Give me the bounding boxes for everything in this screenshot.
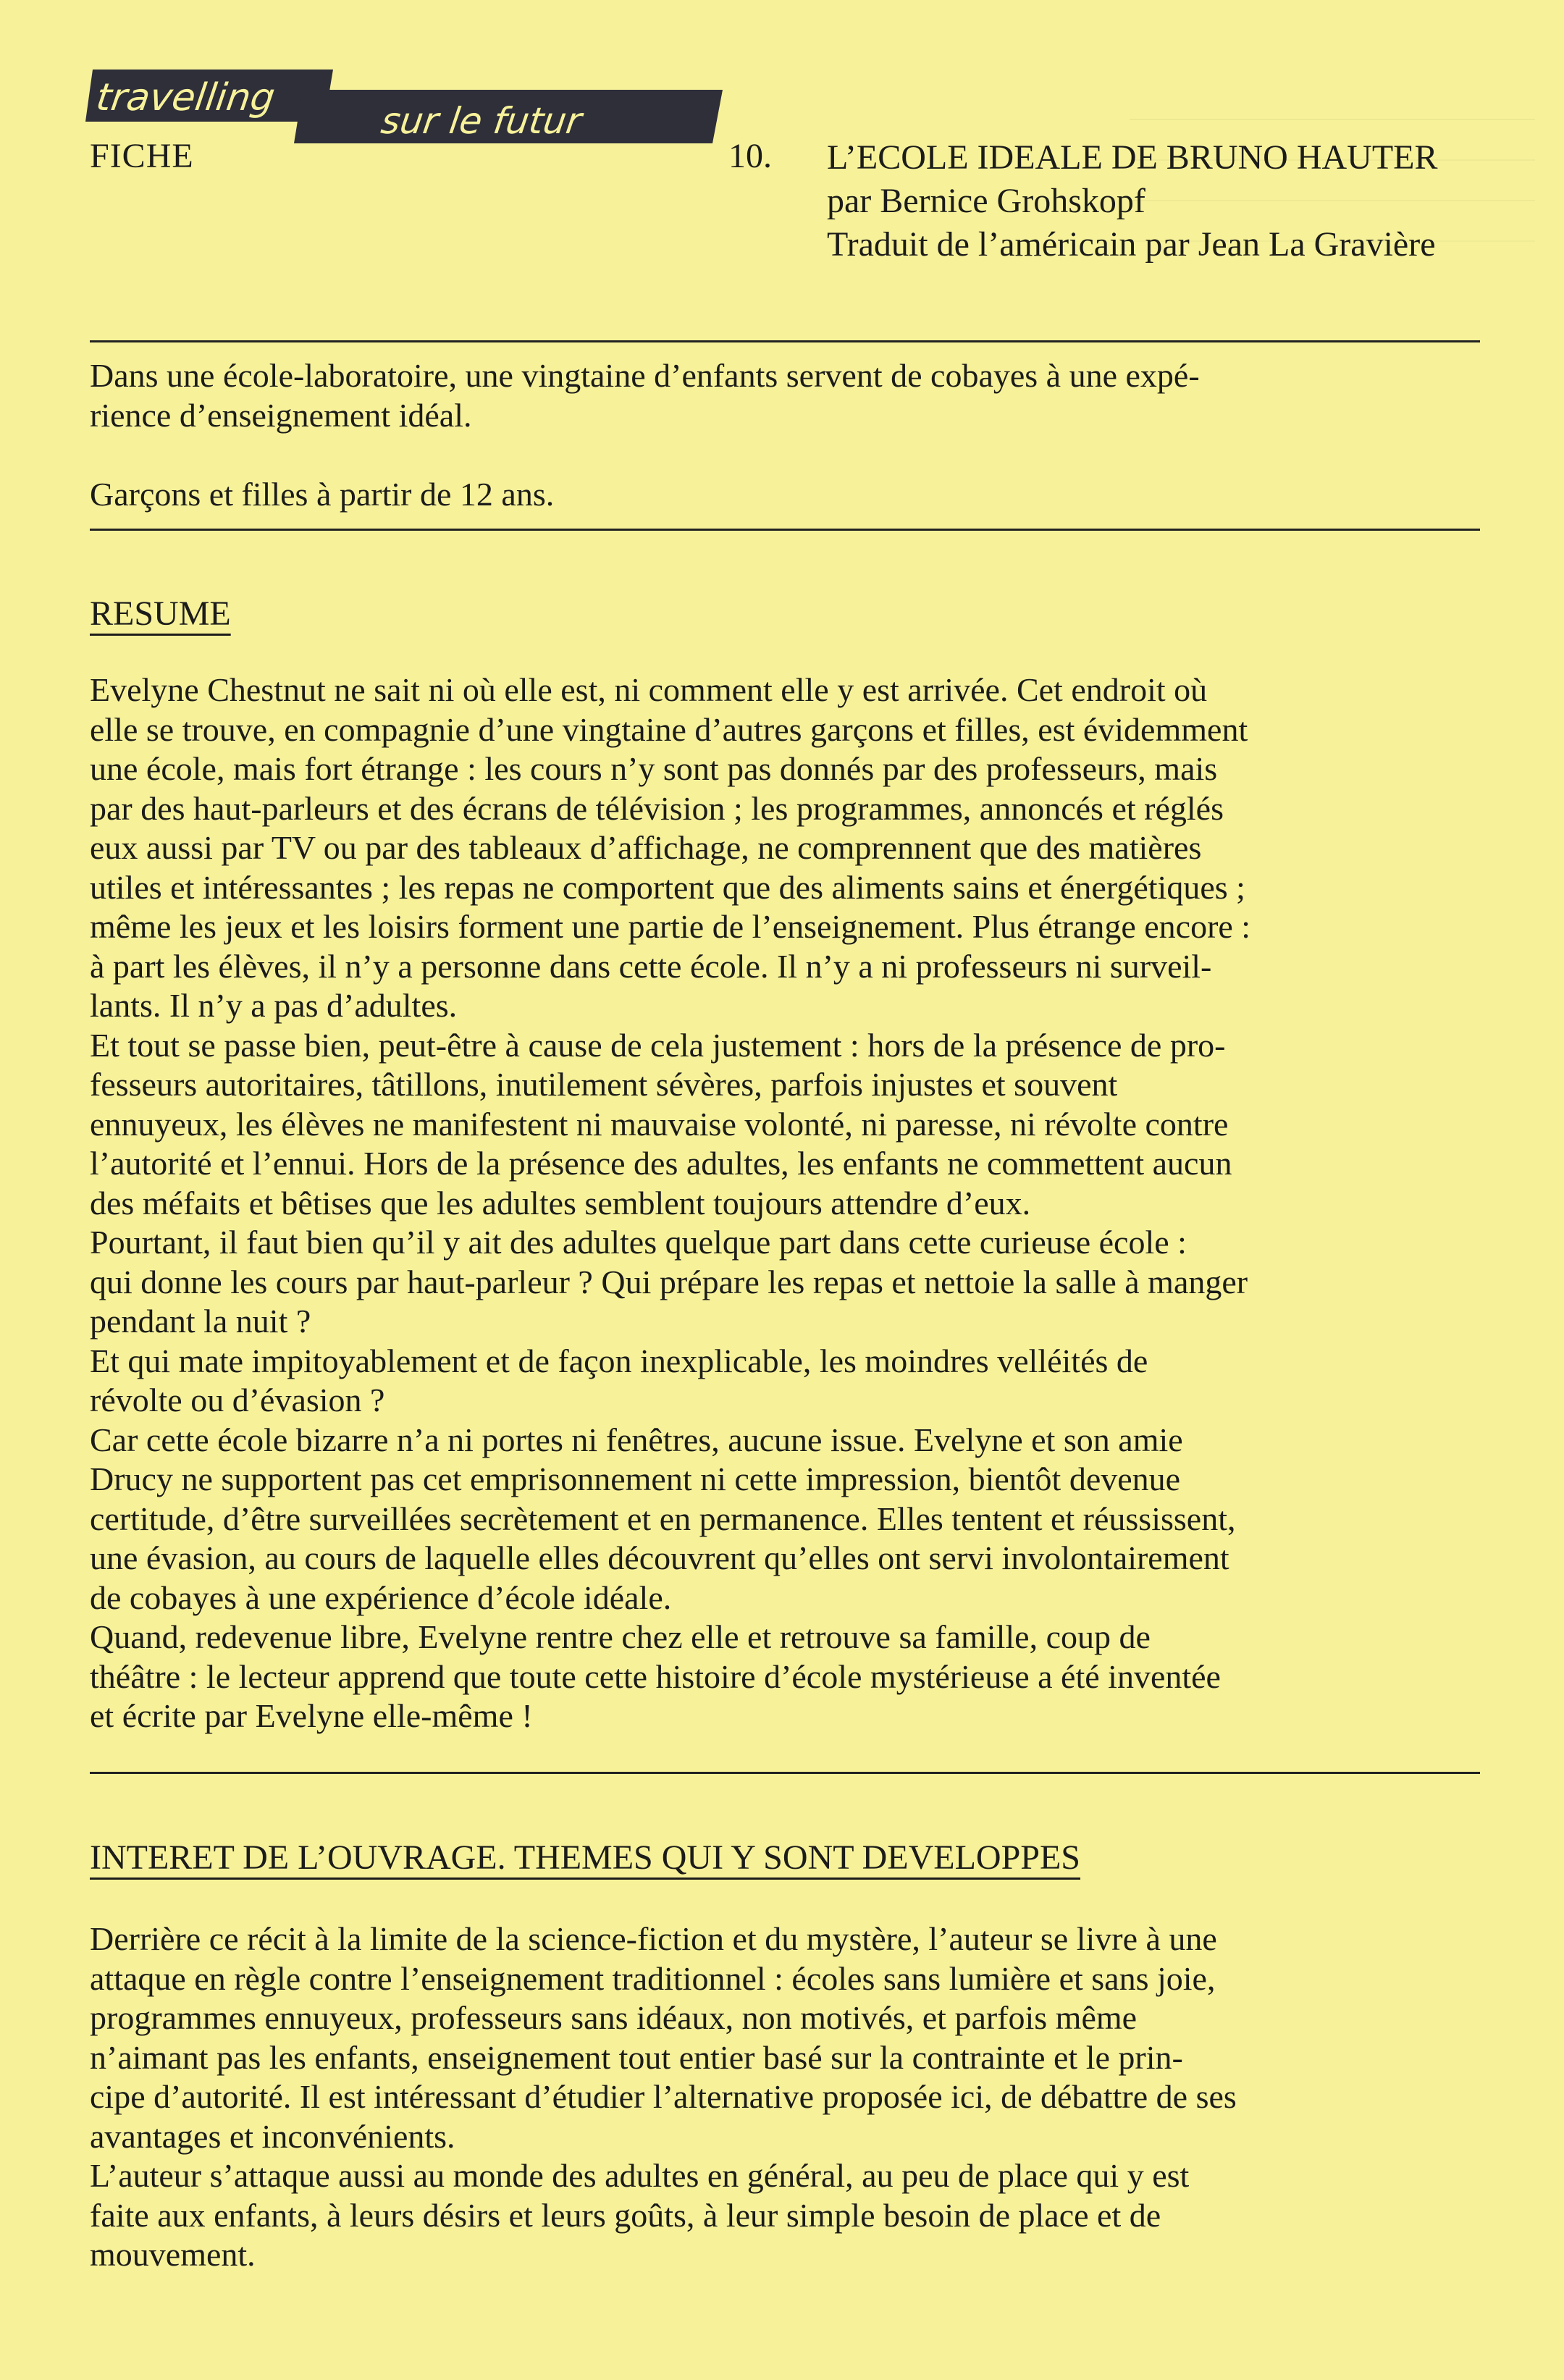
resume-line: Quand, redevenue libre, Evelyne rentre chez elle et retrouve sa famille, coup de xyxy=(90,1618,1151,1655)
resume-line: fesseurs autoritaires, tâtillons, inutilement sévères, parfois injustes et souvent xyxy=(90,1066,1118,1103)
interet-line: Derrière ce récit à la limite de la science-fiction et du mystère, l’auteur se livre à une xyxy=(90,1920,1217,1957)
divider-top xyxy=(90,340,1480,342)
logo-word-sur-le-futur: sur le futur xyxy=(378,99,584,142)
resume-line: elle se trouve, en compagnie d’une vingtaine d’autres garçons et filles, est évidemment xyxy=(90,710,1248,748)
resume-line: Evelyne Chestnut ne sait ni où elle est, ni comment elle y est arrivée. Cet endroit où xyxy=(90,671,1208,708)
resume-line: une école, mais fort étrange : les cours n’y sont pas donnés par des professeurs, mais xyxy=(90,750,1218,787)
resume-line: même les jeux et les loisirs forment une partie de l’enseignement. Plus étrange encore : xyxy=(90,908,1251,945)
fiche-label: FICHE xyxy=(90,137,194,175)
summary-block xyxy=(90,356,1480,435)
resume-line: Et tout se passe bien, peut-être à cause de cela justement : hors de la présence de pro- xyxy=(90,1026,1226,1064)
resume-heading: RESUME xyxy=(90,594,231,633)
resume-line: pendant la nuit ? xyxy=(90,1303,311,1340)
logo-word-travelling: travelling xyxy=(93,76,278,119)
interet-line: n’aimant pas les enfants, enseignement tout entier basé sur la contrainte et le prin- xyxy=(90,2038,1183,2076)
resume-line: de cobayes à une expérience d’école idéale. xyxy=(90,1578,672,1616)
resume-line: Car cette école bizarre n’a ni portes ni fenêtres, aucune issue. Evelyne et son amie xyxy=(90,1421,1183,1458)
interet-line: mouvement. xyxy=(90,2236,256,2273)
book-title: L’ECOLE IDEALE DE BRUNO HAUTER xyxy=(827,138,1438,177)
logo-graphic xyxy=(85,64,723,143)
resume-line: eux aussi par TV ou par des tableaux d’affichage, ne comprennent que des matières xyxy=(90,829,1202,866)
interet-body xyxy=(90,1919,1480,2275)
interet-line: programmes ennuyeux, professeurs sans idéaux, non motivés, et parfois même xyxy=(90,1999,1138,2036)
resume-line: ennuyeux, les élèves ne manifestent ni mauvaise volonté, ni paresse, ni révolte contre xyxy=(90,1105,1229,1143)
interet-line: cipe d’autorité. Il est intéressant d’étudier l’alternative proposée ici, de débattre de ses xyxy=(90,2078,1237,2115)
interet-line: attaque en règle contre l’enseignement traditionnel : écoles sans lumière et sans joie, xyxy=(90,1959,1216,1997)
resume-line: Drucy ne supportent pas cet emprisonnement ni cette impression, bientôt devenue xyxy=(90,1460,1181,1497)
book-author: par Bernice Grohskopf xyxy=(827,182,1145,220)
interet-line: avantages et inconvénients. xyxy=(90,2117,455,2155)
age-range: Garçons et filles à partir de 12 ans. xyxy=(90,476,555,513)
book-translator: Traduit de l’américain par Jean La Gravière xyxy=(827,225,1436,264)
travelling-logo xyxy=(85,64,723,143)
resume-line: certitude, d’être surveillées secrètement et en permanence. Elles tentent et réussissent, xyxy=(90,1500,1236,1537)
resume-line: révolte ou d’évasion ? xyxy=(90,1382,385,1418)
resume-line: Et qui mate impitoyablement et de façon inexplicable, les moindres velléités de xyxy=(90,1342,1148,1379)
interet-line: L’auteur s’attaque aussi au monde des adultes en général, au peu de place qui y est xyxy=(90,2157,1190,2194)
fiche-number: 10. xyxy=(728,137,772,175)
interet-line: faite aux enfants, à leurs désirs et leurs goûts, à leur simple besoin de place et de xyxy=(90,2196,1161,2234)
resume-line: et écrite par Evelyne elle-même ! xyxy=(90,1697,533,1734)
summary-line: rience d’enseignement idéal. xyxy=(90,396,472,434)
resume-line: à part les élèves, il n’y a personne dans cette école. Il n’y a ni professeurs ni surveil- xyxy=(90,947,1212,985)
resume-line: des méfaits et bêtises que les adultes semblent toujours attendre d’eux. xyxy=(90,1184,1031,1221)
resume-line: théâtre : le lecteur apprend que toute cette histoire d’école mystérieuse a été inventée xyxy=(90,1657,1221,1695)
resume-line: qui donne les cours par haut-parleur ? Qui prépare les repas et nettoie la salle à manger xyxy=(90,1263,1248,1300)
age-block xyxy=(90,475,1480,515)
resume-line: utiles et intéressantes ; les repas ne comportent que des aliments sains et énergétiques ; xyxy=(90,868,1245,906)
resume-line: lants. Il n’y a pas d’adultes. xyxy=(90,987,458,1024)
divider-resume xyxy=(90,1772,1480,1774)
resume-line: Pourtant, il faut bien qu’il y ait des adultes quelque part dans cette curieuse école : xyxy=(90,1224,1187,1261)
resume-body xyxy=(90,670,1480,1736)
resume-line: une évasion, au cours de laquelle elles découvrent qu’elles ont servi involontairement xyxy=(90,1539,1229,1576)
book-header xyxy=(827,136,1437,266)
resume-line: par des haut-parleurs et des écrans de télévision ; les programmes, annoncés et réglés xyxy=(90,789,1224,827)
summary-line: Dans une école-laboratoire, une vingtaine d’enfants servent de cobayes à une expé- xyxy=(90,357,1200,394)
resume-line: l’autorité et l’ennui. Hors de la présence des adultes, les enfants ne commettent aucun xyxy=(90,1145,1232,1182)
interet-heading: INTERET DE L’OUVRAGE. THEMES QUI Y SONT DEVELOPPES xyxy=(90,1838,1080,1877)
divider-summary xyxy=(90,529,1480,531)
